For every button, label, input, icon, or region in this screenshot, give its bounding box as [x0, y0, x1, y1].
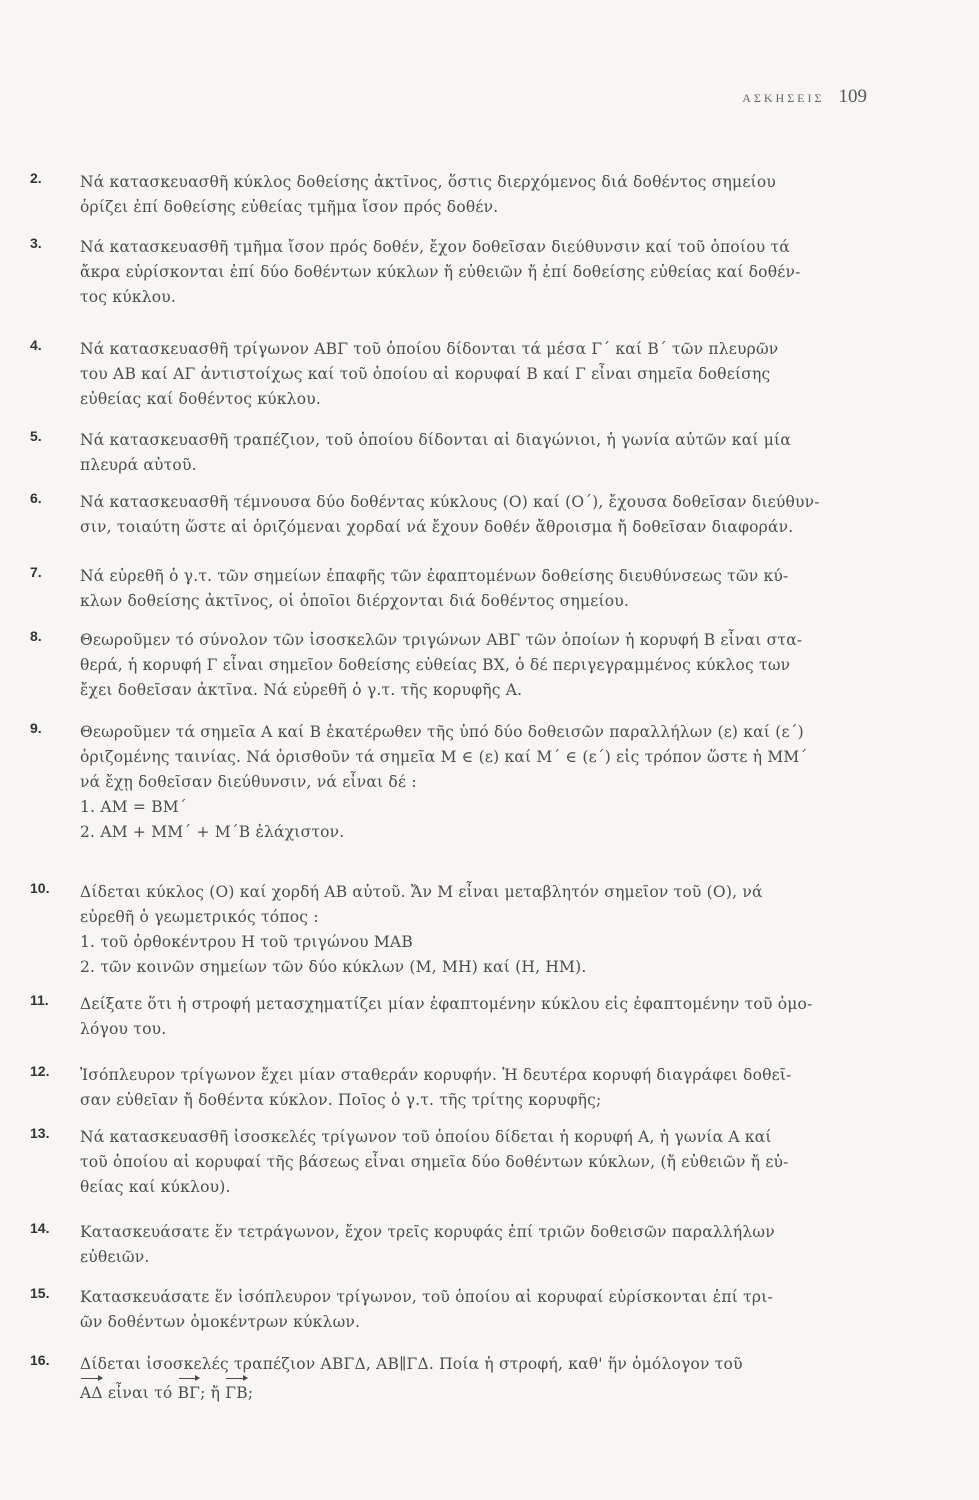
text-line: ἄκρα εὑρίσκονται ἐπί δύο δοθέντων κύκλων ἤ εὐθειῶν ἤ ἐπί δοθείσης εὐθείας καί δοθέν-: [80, 263, 801, 281]
text-line: Νά κατασκευασθῆ τρίγωνον ΑΒΓ τοῦ ὁποίου δίδονται τά μέσα Γ΄ καί Β΄ τῶν πλευρῶν: [80, 340, 779, 358]
exercise-text: [80, 1285, 910, 1335]
exercise-15: [30, 1285, 910, 1335]
text-line: θερά, ἡ κορυφή Γ εἶναι σημεῖον δοθείσης εὐθείας ΒΧ, ὁ δέ περιγεγραμμένος κύκλος των: [80, 656, 791, 674]
exercise-4: [30, 337, 910, 412]
exercise-number: 8.: [30, 628, 42, 644]
text-line: θείας καί κύκλου).: [80, 1178, 231, 1196]
text-line: Κατασκευάσατε ἕν τετράγωνον, ἔχον τρεῖς κορυφάς ἐπί τριῶν δοθεισῶν παραλλήλων: [80, 1223, 775, 1241]
exercise-11: [30, 992, 910, 1042]
sub-item: 1. τοῦ ὀρθοκέντρου Η τοῦ τριγώνου ΜΑΒ: [80, 933, 413, 951]
text-line: Νά κατασκευασθῆ τέμνουσα δύο δοθέντας κύκλους (Ο) καί (Ο΄), ἔχουσα δοθεῖσαν διεύθυν-: [80, 493, 820, 511]
exercise-2: [30, 170, 910, 220]
exercise-5: [30, 428, 910, 478]
text-fragment: εἶναι τό: [102, 1384, 178, 1402]
exercise-text: [80, 628, 910, 703]
text-line: πλευρά αὐτοῦ.: [80, 456, 197, 474]
text-fragment: ; ἤ: [200, 1384, 226, 1402]
exercise-text: [80, 880, 910, 980]
text-line: ὁρίζει ἐπί δοθείσης εὐθείας τμῆμα ἴσον πρός δοθέν.: [80, 198, 499, 216]
exercise-16: [30, 1352, 910, 1406]
text-line: του ΑΒ καί ΑΓ ἀντιστοίχως καί τοῦ ὁποίου αἱ κορυφαί Β καί Γ εἶναι σημεῖα δοθείσης: [80, 365, 771, 383]
exercise-text: [80, 235, 910, 310]
vector-gb: ΓΒ: [225, 1381, 248, 1406]
text-line: Κατασκευάσατε ἕν ἰσόπλευρον τρίγωνον, τοῦ ὁποίου αἱ κορυφαί εὑρίσκονται ἐπί τρι-: [80, 1288, 773, 1306]
text-line: Νά κατασκευασθῆ ἰσοσκελές τρίγωνον τοῦ ὁποίου δίδεται ἡ κορυφή Α, ἡ γωνία Α καί: [80, 1128, 772, 1146]
text-line: εὐθείας καί δοθέντος κύκλου.: [80, 390, 321, 408]
exercise-text: [80, 1125, 910, 1200]
exercise-text: [80, 564, 910, 614]
exercise-text: [80, 992, 910, 1042]
exercise-text: [80, 1063, 910, 1113]
page-number: 109: [838, 86, 867, 107]
exercise-number: 5.: [30, 428, 42, 444]
exercise-10: [30, 880, 910, 980]
text-line: λόγου του.: [80, 1020, 167, 1038]
text-line: σιν, τοιαύτη ὥστε αἱ ὁριζόμεναι χορδαί νά ἔχουν δοθέν ἄθροισμα ἤ δοθεῖσαν διαφοράν.: [80, 518, 794, 536]
text-line: τοῦ ὁποίου αἱ κορυφαί τῆς βάσεως εἶναι σημεῖα δύο δοθέντων κύκλων, (ἤ εὐθειῶν ἤ εὐ-: [80, 1153, 789, 1171]
page-header: [742, 86, 867, 108]
text-line: Νά κατασκευασθῆ τραπέζιον, τοῦ ὁποίου δίδονται αἱ διαγώνιοι, ἡ γωνία αὐτῶν καί μία: [80, 431, 791, 449]
exercise-3: [30, 235, 910, 310]
exercise-number: 2.: [30, 170, 42, 186]
exercise-text: [80, 428, 910, 478]
exercise-7: [30, 564, 910, 614]
text-line: εὑρεθῆ ὁ γεωμετρικός τόπος :: [80, 908, 319, 926]
exercise-8: [30, 628, 910, 703]
exercise-number: 14.: [30, 1220, 50, 1236]
text-line: Θεωροῦμεν τό σύνολον τῶν ἰσοσκελῶν τριγώνων ΑΒΓ τῶν ὁποίων ἡ κορυφή Β εἶναι στα-: [80, 631, 803, 649]
sub-item: 1. ΑΜ = ΒΜ΄: [80, 798, 187, 816]
text-line: ἔχει δοθεῖσαν ἀκτῖνα. Νά εὑρεθῆ ὁ γ.τ. τῆς κορυφῆς Α.: [80, 681, 523, 699]
text-line: Δίδεται κύκλος (Ο) καί χορδή ΑΒ αὐτοῦ. Ἄν Μ εἶναι μεταβλητόν σημεῖον τοῦ (Ο), νά: [80, 883, 763, 901]
exercise-number: 7.: [30, 564, 42, 580]
exercise-number: 9.: [30, 720, 42, 736]
exercise-number: 4.: [30, 337, 42, 353]
text-line: Νά εὑρεθῆ ὁ γ.τ. τῶν σημείων ἐπαφῆς τῶν ἐφαπτομένων δοθείσης διευθύνσεως τῶν κύ-: [80, 567, 789, 585]
text-line: [80, 1377, 910, 1406]
exercise-12: [30, 1063, 910, 1113]
exercise-text: [80, 720, 910, 845]
exercise-number: 11.: [30, 992, 49, 1008]
exercise-text: [80, 1352, 910, 1406]
exercise-number: 15.: [30, 1285, 50, 1301]
vector-ad: ΑΔ: [80, 1381, 103, 1406]
text-line: τος κύκλου.: [80, 288, 177, 306]
text-line: Νά κατασκευασθῆ κύκλος δοθείσης ἀκτῖνος, ὅστις διερχόμενος διά δοθέντος σημείου: [80, 173, 776, 191]
exercise-13: [30, 1125, 910, 1200]
exercise-text: [80, 1220, 910, 1270]
text-line: ῶν δοθέντων ὁμοκέντρων κύκλων.: [80, 1313, 361, 1331]
exercise-6: [30, 490, 910, 540]
running-head: ΑΣΚΗΣΕΙΣ: [742, 91, 825, 105]
exercise-number: 13.: [30, 1125, 50, 1141]
exercise-number: 3.: [30, 235, 42, 251]
text-fragment: ;: [247, 1384, 254, 1402]
text-line: Δείξατε ὅτι ἡ στροφή μετασχηματίζει μίαν ἐφαπτομένην κύκλου εἰς ἐφαπτομένην τοῦ ὁμο-: [80, 995, 813, 1013]
exercise-14: [30, 1220, 910, 1270]
text-line: κλων δοθείσης ἀκτῖνος, οἱ ὁποῖοι διέρχονται διά δοθέντος σημείου.: [80, 592, 630, 610]
sub-item: 2. τῶν κοινῶν σημείων τῶν δύο κύκλων (Μ, ΜΗ) καί (Η, ΗΜ).: [80, 958, 587, 976]
text-line: Θεωροῦμεν τά σημεῖα Α καί Β ἑκατέρωθεν τῆς ὑπό δύο δοθεισῶν παραλλήλων (ε) καί (ε΄): [80, 723, 804, 741]
exercise-number: 16.: [30, 1352, 50, 1368]
text-line: νά ἔχῃ δοθεῖσαν διεύθυνσιν, νά εἶναι δέ :: [80, 773, 417, 791]
exercise-number: 6.: [30, 490, 42, 506]
text-line: Ἰσόπλευρον τρίγωνον ἔχει μίαν σταθεράν κορυφήν. Ἡ δευτέρα κορυφή διαγράφει δοθεῖ-: [80, 1066, 792, 1084]
exercise-text: [80, 337, 910, 412]
exercise-text: [80, 170, 910, 220]
sub-item: 2. ΑΜ + ΜΜ΄ + Μ΄Β ἐλάχιστον.: [80, 823, 345, 841]
text-line: ὁριζομένης ταινίας. Νά ὁρισθοῦν τά σημεῖα Μ ∈ (ε) καί Μ΄ ∈ (ε΄) εἰς τρόπον ὥστε ἡ ΜΜ΄: [80, 748, 808, 766]
exercise-text: [80, 490, 910, 540]
text-line: Νά κατασκευασθῆ τμῆμα ἴσον πρός δοθέν, ἔχον δοθεῖσαν διεύθυνσιν καί τοῦ ὁποίου τά: [80, 238, 790, 256]
text-line: σαν εὐθεῖαν ἤ δοθέντα κύκλον. Ποῖος ὁ γ.τ. τῆς τρίτης κορυφῆς;: [80, 1091, 602, 1109]
vector-bg: ΒΓ: [178, 1381, 201, 1406]
exercise-number: 12.: [30, 1063, 50, 1079]
exercise-9: [30, 720, 910, 845]
exercise-number: 10.: [30, 880, 50, 896]
text-line: εὐθειῶν.: [80, 1248, 150, 1266]
text-line: Δίδεται ἰσοσκελές τραπέζιον ΑΒΓΔ, ΑΒ∥ΓΔ. Ποία ἡ στροφή, καθ' ἥν ὁμόλογον τοῦ: [80, 1355, 743, 1373]
